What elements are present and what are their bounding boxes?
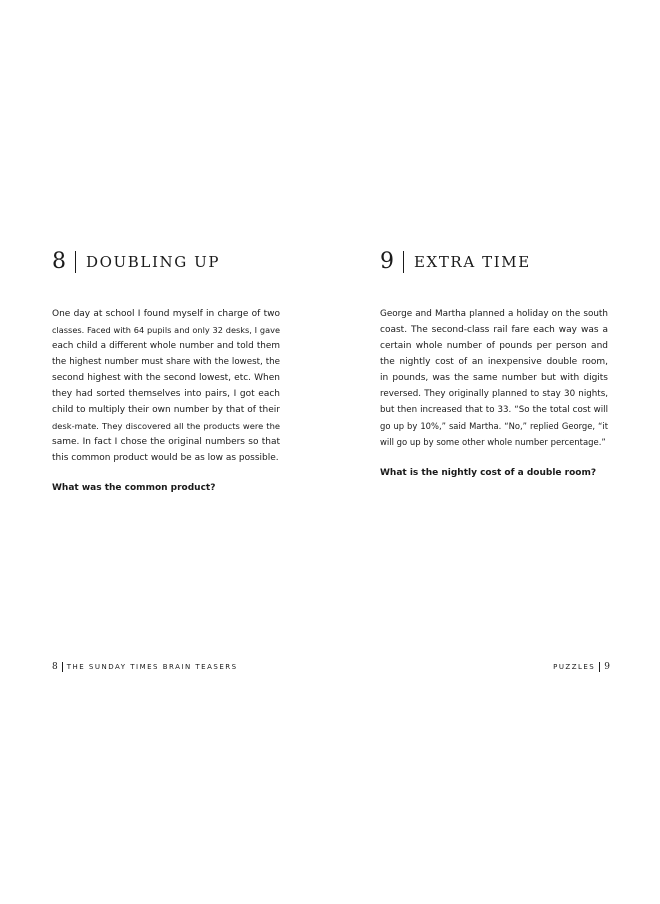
heading-divider <box>75 251 76 273</box>
puzzle-question: What is the nightly cost of a double room? <box>380 468 597 478</box>
footer-page-number: 9 <box>604 662 610 672</box>
footer-divider <box>62 662 63 672</box>
puzzle-title: DOUBLING UP <box>86 253 221 271</box>
puzzle-heading <box>52 249 220 275</box>
body-line: each child a different whole number and told them <box>52 341 280 351</box>
footer-divider <box>599 662 600 672</box>
body-line: same. In fact I chose the original numbers so that <box>52 437 280 447</box>
body-line: the highest number must share with the lowest, the <box>52 357 280 367</box>
puzzle-number: 9 <box>380 249 394 274</box>
body-line: but then increased that to 33. “So the total cost will <box>380 405 608 415</box>
puzzle-question: What was the common product? <box>52 483 216 493</box>
body-line: child to multiply their own number by that of their <box>52 405 280 415</box>
footer-page-number: 8 <box>52 662 58 672</box>
body-line: second highest with the second lowest, etc. When <box>52 373 280 383</box>
puzzle-body <box>52 306 280 466</box>
puzzle-title: EXTRA TIME <box>414 253 531 271</box>
footer-section-title: PUZZLES <box>553 663 596 671</box>
page-footer <box>553 662 610 672</box>
body-line: One day at school I found myself in charge of two <box>52 309 280 319</box>
heading-divider <box>403 251 404 273</box>
body-line: will go up by some other whole number percentage.” <box>380 437 606 447</box>
body-line: George and Martha planned a holiday on the south <box>380 309 608 319</box>
body-line: in pounds, was the same number but with digits <box>380 373 608 383</box>
right-page <box>330 0 660 904</box>
page-footer <box>52 662 238 672</box>
body-line: desk-mate. They discovered all the products were the <box>52 421 280 431</box>
body-line: coast. The second-class rail fare each way was a <box>380 325 608 335</box>
body-line: go up by 10%,” said Martha. “No,” replied George, “it <box>380 421 608 431</box>
puzzle-heading <box>380 249 531 275</box>
puzzle-number: 8 <box>52 249 66 274</box>
body-line: reversed. They originally planned to stay 30 nights, <box>380 389 608 399</box>
body-line: certain whole number of pounds per person and <box>380 341 608 351</box>
body-line: classes. Faced with 64 pupils and only 32 desks, I gave <box>52 325 280 335</box>
puzzle-body <box>380 306 608 450</box>
body-line: they had sorted themselves into pairs, I got each <box>52 389 280 399</box>
body-line: this common product would be as low as possible. <box>52 453 279 463</box>
footer-book-title: THE SUNDAY TIMES BRAIN TEASERS <box>66 663 238 671</box>
body-line: the nightly cost of an inexpensive double room, <box>380 357 608 367</box>
